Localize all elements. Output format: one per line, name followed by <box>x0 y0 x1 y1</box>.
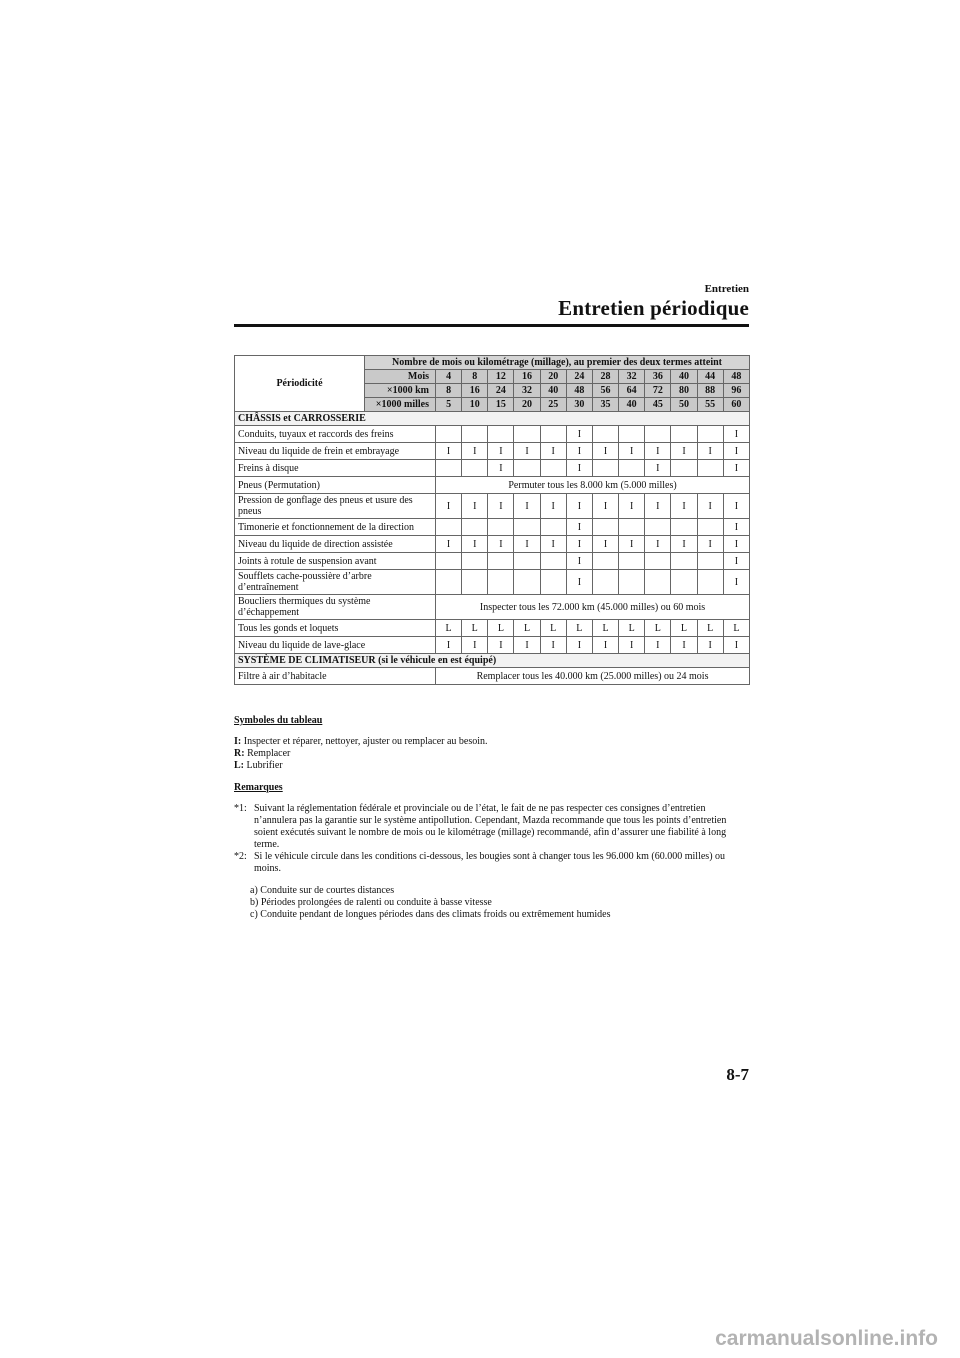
item-name: Conduits, tuyaux et raccords des freins <box>235 426 436 443</box>
interval-value: 40 <box>671 370 697 384</box>
interval-value: 36 <box>645 370 671 384</box>
mark-cell <box>592 519 618 536</box>
interval-value: 8 <box>462 370 488 384</box>
mark-cell <box>462 553 488 570</box>
mark-cell: I <box>514 494 540 519</box>
mark-cell: L <box>436 620 462 637</box>
mark-cell: L <box>488 620 514 637</box>
condition-item: a) Conduite sur de courtes distances <box>250 885 395 896</box>
mark-cell: I <box>462 494 488 519</box>
interval-label: ×1000 km <box>365 384 436 398</box>
remark-note <box>234 851 749 875</box>
table-row <box>235 637 750 654</box>
mark-cell: I <box>697 536 723 553</box>
mark-cell: I <box>592 494 618 519</box>
item-name: Timonerie et fonctionnement de la direction <box>235 519 436 536</box>
mark-cell <box>488 426 514 443</box>
mark-cell: L <box>540 620 566 637</box>
mark-cell <box>540 519 566 536</box>
mark-cell: I <box>723 460 749 477</box>
mark-cell <box>488 570 514 595</box>
mark-cell: I <box>645 536 671 553</box>
interval-value: 12 <box>488 370 514 384</box>
item-name: Joints à rotule de suspension avant <box>235 553 436 570</box>
interval-value: 16 <box>462 384 488 398</box>
mark-cell: I <box>645 494 671 519</box>
note-text: Suivant la réglementation fédérale et provinciale ou de l’état, le fait de ne pas respecter ces consignes d’entretien n’annulera pas la garantie sur le système antipollution. Cependant, Mazda recommande que tous les points d’entretien soient exécutés suivant le nombre de mois ou le kilométrage (millage) recommandé, afin d’assurer une fiabilité à long terme. <box>254 803 727 850</box>
interval-value: 4 <box>436 370 462 384</box>
mark-cell <box>540 553 566 570</box>
mark-cell <box>592 570 618 595</box>
mark-cell: I <box>514 536 540 553</box>
mark-cell <box>540 570 566 595</box>
mark-cell: L <box>723 620 749 637</box>
interval-value: 56 <box>592 384 618 398</box>
mark-cell: L <box>671 620 697 637</box>
mark-cell <box>436 553 462 570</box>
mark-cell <box>697 460 723 477</box>
interval-value: 28 <box>592 370 618 384</box>
mark-cell <box>619 519 645 536</box>
note-text: Si le véhicule circule dans les conditions ci-dessous, les bougies sont à changer tous les 96.000 km (60.000 milles) ou moins. <box>254 851 726 874</box>
interval-value: 20 <box>540 370 566 384</box>
legend-item <box>234 760 749 772</box>
mark-cell: I <box>619 443 645 460</box>
mark-cell <box>592 426 618 443</box>
mark-cell <box>619 570 645 595</box>
remark-note <box>234 803 749 851</box>
interval-value: 32 <box>514 384 540 398</box>
legend-text: Inspecter et réparer, nettoyer, ajuster ou remplacer au besoin. <box>241 736 488 747</box>
interval-label: ×1000 milles <box>365 398 436 412</box>
mark-cell: I <box>514 443 540 460</box>
item-name: Freins à disque <box>235 460 436 477</box>
mark-cell: I <box>671 494 697 519</box>
legend-title: Symboles du tableau <box>234 715 323 726</box>
mark-cell: I <box>645 637 671 654</box>
table-row <box>235 668 750 685</box>
period-title: Nombre de mois ou kilométrage (millage), au premier des deux termes atteint <box>365 356 750 370</box>
table-row <box>235 620 750 637</box>
interval-value: 15 <box>488 398 514 412</box>
mark-cell: L <box>697 620 723 637</box>
mark-cell: I <box>540 443 566 460</box>
table-row <box>235 536 750 553</box>
interval-instruction: Inspecter tous les 72.000 km (45.000 milles) ou 60 mois <box>436 595 750 620</box>
table-row <box>235 570 750 595</box>
table-row <box>235 494 750 519</box>
item-name: Pression de gonflage des pneus et usure des pneus <box>235 494 436 519</box>
mark-cell: I <box>488 443 514 460</box>
mark-cell <box>645 570 671 595</box>
interval-value: 24 <box>566 370 592 384</box>
interval-value: 30 <box>566 398 592 412</box>
mark-cell <box>671 460 697 477</box>
interval-value: 40 <box>540 384 566 398</box>
mark-cell: I <box>619 536 645 553</box>
item-name: Niveau du liquide de frein et embrayage <box>235 443 436 460</box>
interval-value: 55 <box>697 398 723 412</box>
maintenance-schedule-table <box>234 355 750 685</box>
legend-text: Lubrifier <box>244 760 283 771</box>
mark-cell: I <box>436 443 462 460</box>
mark-cell: I <box>723 426 749 443</box>
mark-cell: I <box>671 443 697 460</box>
mark-cell: I <box>566 637 592 654</box>
table-row <box>235 519 750 536</box>
mark-cell: I <box>619 494 645 519</box>
mark-cell <box>514 426 540 443</box>
mark-cell <box>645 519 671 536</box>
legend-item <box>234 736 749 748</box>
mark-cell: I <box>462 443 488 460</box>
mark-cell: L <box>619 620 645 637</box>
mark-cell: I <box>566 536 592 553</box>
interval-value: 10 <box>462 398 488 412</box>
interval-value: 48 <box>566 384 592 398</box>
mark-cell: I <box>436 536 462 553</box>
mark-cell: I <box>566 460 592 477</box>
mark-cell: I <box>697 494 723 519</box>
mark-cell: I <box>540 637 566 654</box>
interval-value: 25 <box>540 398 566 412</box>
interval-value: 40 <box>619 398 645 412</box>
interval-value: 64 <box>619 384 645 398</box>
mark-cell: I <box>566 494 592 519</box>
table-row <box>235 443 750 460</box>
mark-cell: L <box>592 620 618 637</box>
mark-cell: I <box>671 637 697 654</box>
mark-cell: I <box>723 519 749 536</box>
interval-value: 20 <box>514 398 540 412</box>
page-number: 8-7 <box>726 1065 749 1084</box>
interval-value: 50 <box>671 398 697 412</box>
legend-symbol: R: <box>234 748 245 759</box>
mark-cell: I <box>697 443 723 460</box>
item-name: Boucliers thermiques du système d’échappement <box>235 595 436 620</box>
interval-instruction: Permuter tous les 8.000 km (5.000 milles) <box>436 477 750 494</box>
mark-cell <box>462 570 488 595</box>
interval-value: 35 <box>592 398 618 412</box>
item-name: Soufflets cache-poussière d’arbre d’entraînement <box>235 570 436 595</box>
mark-cell: I <box>488 460 514 477</box>
mark-cell: I <box>619 637 645 654</box>
interval-value: 45 <box>645 398 671 412</box>
interval-value: 5 <box>436 398 462 412</box>
item-name: Tous les gonds et loquets <box>235 620 436 637</box>
item-name: Niveau du liquide de direction assistée <box>235 536 436 553</box>
mark-cell <box>619 426 645 443</box>
legend-item <box>234 748 749 760</box>
mark-cell <box>592 460 618 477</box>
mark-cell <box>436 426 462 443</box>
mark-cell: I <box>697 637 723 654</box>
interval-value: 88 <box>697 384 723 398</box>
section-row <box>235 412 750 426</box>
mark-cell <box>619 460 645 477</box>
interval-value: 16 <box>514 370 540 384</box>
mark-cell <box>488 553 514 570</box>
interval-value: 80 <box>671 384 697 398</box>
note-number: *1: <box>234 803 247 814</box>
schedule-header <box>235 356 750 412</box>
schedule-body <box>235 412 750 685</box>
interval-label: Mois <box>365 370 436 384</box>
mark-cell <box>514 519 540 536</box>
header-rule <box>234 324 749 327</box>
mark-cell: I <box>723 570 749 595</box>
legend-symbol: I: <box>234 736 242 747</box>
mark-cell: I <box>592 536 618 553</box>
mark-cell: L <box>514 620 540 637</box>
mark-cell: I <box>592 637 618 654</box>
mark-cell: I <box>566 443 592 460</box>
remarks <box>234 782 749 921</box>
mark-cell <box>514 570 540 595</box>
section-row <box>235 654 750 668</box>
table-row <box>235 426 750 443</box>
mark-cell: I <box>488 536 514 553</box>
mark-cell: I <box>540 494 566 519</box>
item-name: Filtre à air d’habitacle <box>235 668 436 685</box>
mark-cell <box>540 460 566 477</box>
mark-cell: I <box>671 536 697 553</box>
legend-text: Remplacer <box>244 748 291 759</box>
watermark: carmanualsonline.info <box>715 1327 938 1350</box>
interval-value: 48 <box>723 370 749 384</box>
interval-value: 72 <box>645 384 671 398</box>
interval-value: 44 <box>697 370 723 384</box>
interval-value: 8 <box>436 384 462 398</box>
remarks-title: Remarques <box>234 782 283 793</box>
mark-cell: I <box>723 553 749 570</box>
mark-cell <box>645 426 671 443</box>
mark-cell <box>436 570 462 595</box>
mark-cell: I <box>566 519 592 536</box>
mark-cell: I <box>723 637 749 654</box>
interval-instruction: Remplacer tous les 40.000 km (25.000 milles) ou 24 mois <box>436 668 750 685</box>
note-number: *2: <box>234 851 247 862</box>
interval-value: 32 <box>619 370 645 384</box>
mark-cell: L <box>462 620 488 637</box>
mark-cell: I <box>436 637 462 654</box>
table-row <box>235 460 750 477</box>
mark-cell: I <box>645 460 671 477</box>
mark-cell: I <box>723 536 749 553</box>
mark-cell <box>697 519 723 536</box>
legend-symbol: L: <box>234 760 244 771</box>
table-row <box>235 595 750 620</box>
mark-cell: I <box>488 637 514 654</box>
period-label: Périodicité <box>235 356 365 412</box>
section-title: SYSTÈME DE CLIMATISEUR (si le véhicule en est équipé) <box>235 654 750 668</box>
page-title: Entretien périodique <box>558 296 749 320</box>
mark-cell <box>671 570 697 595</box>
mark-cell: I <box>723 494 749 519</box>
table-row <box>235 477 750 494</box>
mark-cell: I <box>723 443 749 460</box>
mark-cell <box>462 460 488 477</box>
mark-cell <box>671 426 697 443</box>
mark-cell <box>697 553 723 570</box>
mark-cell <box>540 426 566 443</box>
mark-cell: L <box>566 620 592 637</box>
section-title: CHÂSSIS et CARROSSERIE <box>235 412 750 426</box>
legend <box>234 715 749 772</box>
mark-cell: I <box>566 426 592 443</box>
item-name: Niveau du liquide de lave-glace <box>235 637 436 654</box>
mark-cell <box>488 519 514 536</box>
mark-cell <box>645 553 671 570</box>
mark-cell <box>697 570 723 595</box>
mark-cell: I <box>566 553 592 570</box>
mark-cell <box>592 553 618 570</box>
mark-cell: I <box>462 637 488 654</box>
interval-value: 96 <box>723 384 749 398</box>
mark-cell <box>436 460 462 477</box>
mark-cell: I <box>645 443 671 460</box>
mark-cell <box>697 426 723 443</box>
mark-cell <box>671 519 697 536</box>
interval-value: 60 <box>723 398 749 412</box>
mark-cell: I <box>514 637 540 654</box>
mark-cell <box>619 553 645 570</box>
mark-cell: I <box>462 536 488 553</box>
mark-cell <box>514 460 540 477</box>
mark-cell: I <box>488 494 514 519</box>
mark-cell: I <box>540 536 566 553</box>
mark-cell: I <box>566 570 592 595</box>
mark-cell <box>462 426 488 443</box>
item-name: Pneus (Permutation) <box>235 477 436 494</box>
mark-cell <box>671 553 697 570</box>
interval-value: 24 <box>488 384 514 398</box>
header-section-label: Entretien <box>704 283 749 295</box>
mark-cell: I <box>436 494 462 519</box>
mark-cell: L <box>645 620 671 637</box>
mark-cell: I <box>592 443 618 460</box>
mark-cell <box>462 519 488 536</box>
condition-item: c) Conduite pendant de longues périodes dans des climats froids ou extrêmement humides <box>250 909 611 920</box>
mark-cell <box>514 553 540 570</box>
condition-item: b) Périodes prolongées de ralenti ou conduite à basse vitesse <box>250 897 492 908</box>
table-row <box>235 553 750 570</box>
mark-cell <box>436 519 462 536</box>
